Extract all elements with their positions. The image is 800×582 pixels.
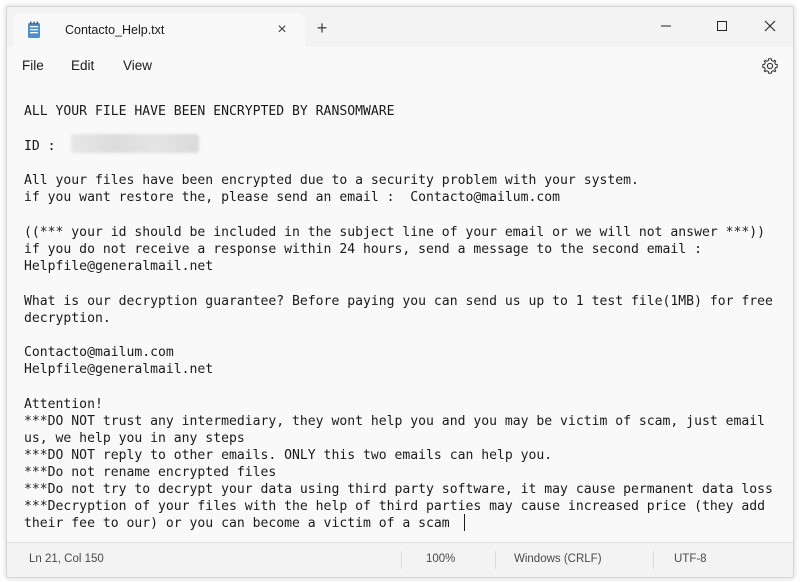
- text-cursor: [464, 514, 465, 531]
- tab-title: Contacto_Help.txt: [65, 23, 165, 37]
- zoom-level: 100%: [426, 553, 456, 565]
- text-line: ***DO NOT reply to other emails. ONLY this two emails can help you.: [24, 448, 553, 463]
- minimize-button[interactable]: [643, 11, 689, 41]
- text-line: ***Do not rename encrypted files: [24, 465, 277, 480]
- menu-view[interactable]: View: [123, 58, 153, 73]
- text-editor[interactable]: [7, 85, 793, 543]
- menu-file[interactable]: File: [22, 58, 44, 73]
- text-line: What is our decryption guarantee? Before paying you can send us up to 1 test file(1MB) for free: [24, 294, 773, 309]
- cursor-position: Ln 21, Col 150: [29, 553, 104, 565]
- text-line: Contacto@mailum.com: [24, 345, 174, 360]
- gear-icon[interactable]: [761, 57, 779, 75]
- text-line: ***DO NOT trust any intermediary, they wont help you and you may be victim of scam, just email: [24, 414, 766, 429]
- close-button[interactable]: [747, 11, 793, 41]
- text-line: decryption.: [24, 311, 111, 326]
- title-bar: [7, 7, 793, 47]
- notepad-file-icon: [27, 21, 41, 39]
- text-line: if you want restore the, please send an email : Contacto@mailum.com: [24, 190, 561, 205]
- tab-contacto-help[interactable]: [13, 13, 305, 47]
- text-line: ID :: [24, 139, 64, 154]
- encoding: UTF-8: [674, 553, 707, 565]
- maximize-icon: [716, 20, 728, 32]
- text-line: ***Decryption of your files with the help of third parties may cause increased price (they add: [24, 499, 766, 514]
- text-line: All your files have been encrypted due to a security problem with your system.: [24, 173, 639, 188]
- text-line: ALL YOUR FILE HAVE BEEN ENCRYPTED BY RANSOMWARE: [24, 104, 395, 119]
- menu-edit[interactable]: Edit: [71, 58, 95, 73]
- notepad-window: [6, 6, 794, 578]
- line-ending: Windows (CRLF): [514, 553, 602, 565]
- new-tab-icon[interactable]: +: [316, 18, 328, 38]
- text-line: their fee to our) or you can become a victim of a scam: [24, 516, 450, 531]
- tab-close-icon[interactable]: ×: [277, 21, 287, 38]
- close-icon: [764, 20, 776, 32]
- text-line: Helpfile@generalmail.net: [24, 362, 214, 377]
- text-line: ((*** your id should be included in the subject line of your email or we will not answer ***)): [24, 225, 766, 240]
- maximize-button[interactable]: [699, 11, 745, 41]
- status-bar: [7, 542, 793, 577]
- status-divider: [653, 551, 654, 569]
- text-line: Helpfile@generalmail.net: [24, 259, 214, 274]
- text-line: us, we help you in any steps: [24, 431, 245, 446]
- text-line: ***Do not try to decrypt your data using third party software, it may cause permanent data loss: [24, 482, 773, 497]
- status-divider: [401, 551, 402, 569]
- menu-bar: [7, 47, 793, 85]
- status-divider: [495, 551, 496, 569]
- text-line: Attention!: [24, 397, 103, 412]
- minimize-icon: [660, 20, 672, 32]
- text-line: if you do not receive a response within 24 hours, send a message to the second email :: [24, 242, 702, 257]
- redacted-id: [71, 134, 199, 153]
